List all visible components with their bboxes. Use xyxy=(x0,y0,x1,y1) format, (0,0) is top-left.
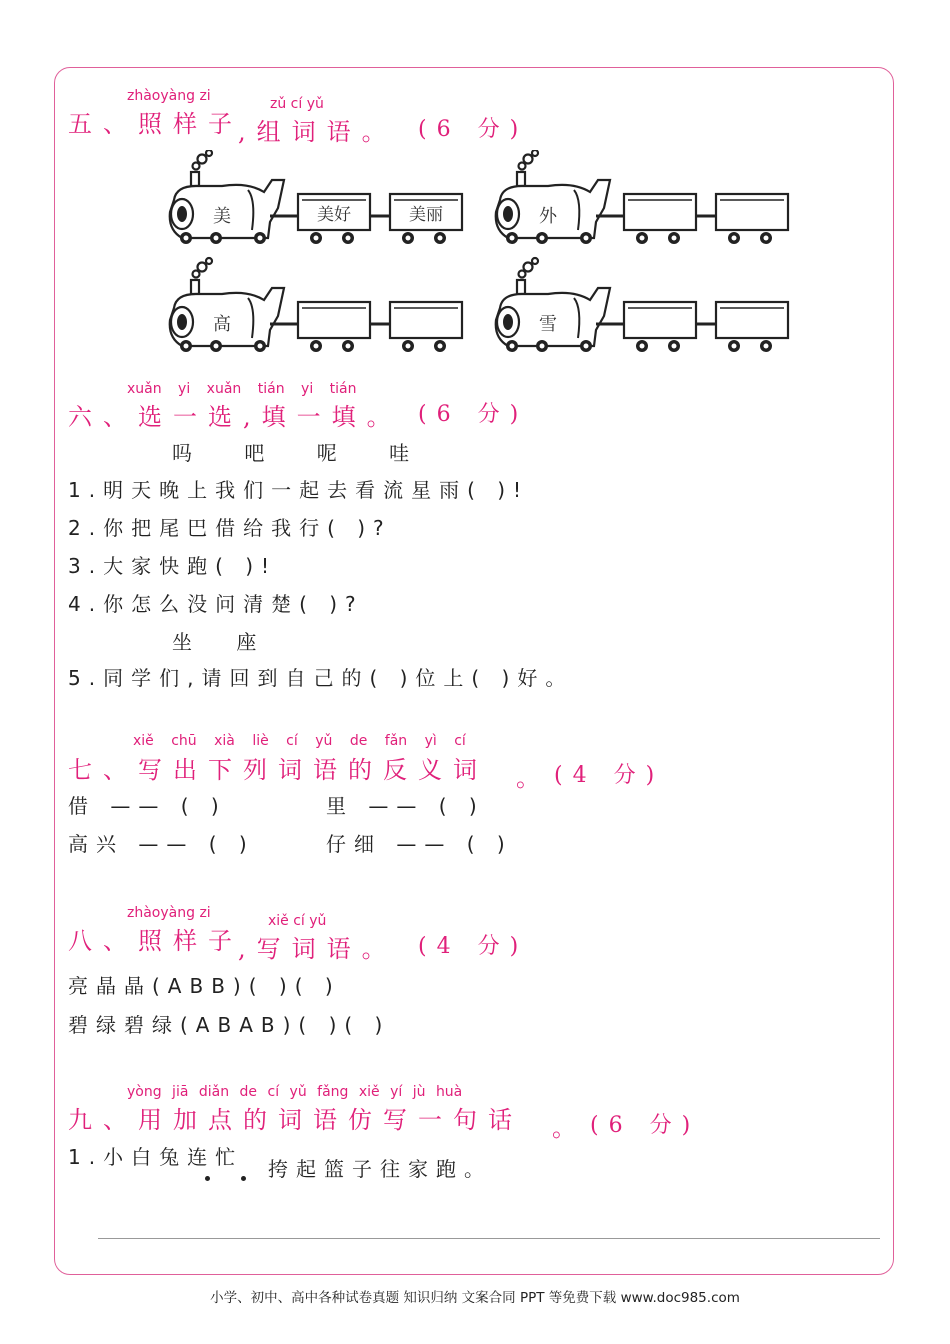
sec6-choices: 吗 吧 呢 哇 xyxy=(172,441,419,465)
sec7-pinyin: xiě chū xià liè cí yǔ de fǎn yì cí xyxy=(133,733,466,749)
train-engine-label: 雪 xyxy=(539,314,557,335)
sec8-pinyin-b: xiě cí yǔ xyxy=(268,913,327,929)
sec6-q2: 2.你把尾巴借给我行( )? xyxy=(68,516,392,540)
sec7-score: (4 分) xyxy=(554,763,665,788)
sec6-choices2: 坐 座 xyxy=(172,630,266,654)
train xyxy=(496,150,788,244)
answer-line xyxy=(98,1238,880,1239)
train-car-label: 美丽 xyxy=(409,205,443,225)
sec8-row1: 亮晶晶(ABB)( )( ) xyxy=(68,974,341,998)
sec9-title-end: 。 xyxy=(552,1114,587,1142)
emphasis-dot xyxy=(205,1176,210,1181)
sec5-title-a: 五、照样子 xyxy=(68,110,243,138)
sec7-row2-left: 高兴 —— ( ) xyxy=(68,832,255,856)
sec6-q5: 5.同学们,请回到自己的( )位上( )好。 xyxy=(68,666,574,690)
sec7-title-end: 。 xyxy=(516,764,551,792)
sec8-score: (4 分) xyxy=(418,934,529,959)
footer-text: 小学、初中、高中各种试卷真题 知识归纳 文案合同 PPT 等免费下载 www.doc985.com xyxy=(210,1290,740,1306)
sec9-q1-b: 挎起篮子往家跑。 xyxy=(268,1157,492,1181)
sec7-title: 七、写出下列词语的反义词 xyxy=(68,756,488,784)
sec5-pinyin-a: zhàoyàng zi xyxy=(127,88,211,104)
train-engine-label: 外 xyxy=(539,206,557,227)
sec8-title-b: ,写词语。 xyxy=(238,935,397,963)
sec8-row2: 碧绿碧绿(ABAB)( )( ) xyxy=(68,1013,391,1037)
train xyxy=(170,258,462,352)
sec5-pinyin-b: zǔ cí yǔ xyxy=(270,96,324,112)
sec7-row1-right: 里 —— ( ) xyxy=(326,794,485,818)
sec6-q3: 3.大家快跑( )! xyxy=(68,554,278,578)
sec9-title: 九、用加点的词语仿写一句话 xyxy=(68,1106,523,1134)
sec6-title: 六、选一选,填一填。 xyxy=(68,403,402,431)
train xyxy=(170,150,462,244)
train-car-label: 美好 xyxy=(317,205,351,225)
train xyxy=(496,258,788,352)
sec9-pinyin: yòng jiā diǎn de cí yǔ fǎng xiě yí jù huà xyxy=(127,1084,463,1100)
sec9-score: (6 分) xyxy=(590,1113,701,1138)
sec6-q4: 4.你怎么没问清楚( )? xyxy=(68,592,364,616)
sec6-score: (6 分) xyxy=(418,402,529,427)
sec7-row2-right: 仔细 —— ( ) xyxy=(326,832,513,856)
sec8-pinyin-a: zhàoyàng zi xyxy=(127,905,211,921)
train-engine-label: 高 xyxy=(213,314,231,335)
sec6-pinyin: xuǎn yi xuǎn tián yi tián xyxy=(127,381,357,397)
train-engine-label: 美 xyxy=(213,206,231,227)
sec6-q1: 1.明天晚上我们一起去看流星雨( )! xyxy=(68,478,530,502)
sec9-q1-a: 1.小白兔连忙 xyxy=(68,1145,244,1169)
sec8-title-a: 八、照样子 xyxy=(68,927,243,955)
emphasis-dot xyxy=(241,1176,246,1181)
sec5-score: (6 分) xyxy=(418,117,529,142)
sec5-title-b: ,组词语。 xyxy=(238,118,397,146)
sec7-row1-left: 借 —— ( ) xyxy=(68,794,227,818)
train-illustration xyxy=(160,150,800,360)
